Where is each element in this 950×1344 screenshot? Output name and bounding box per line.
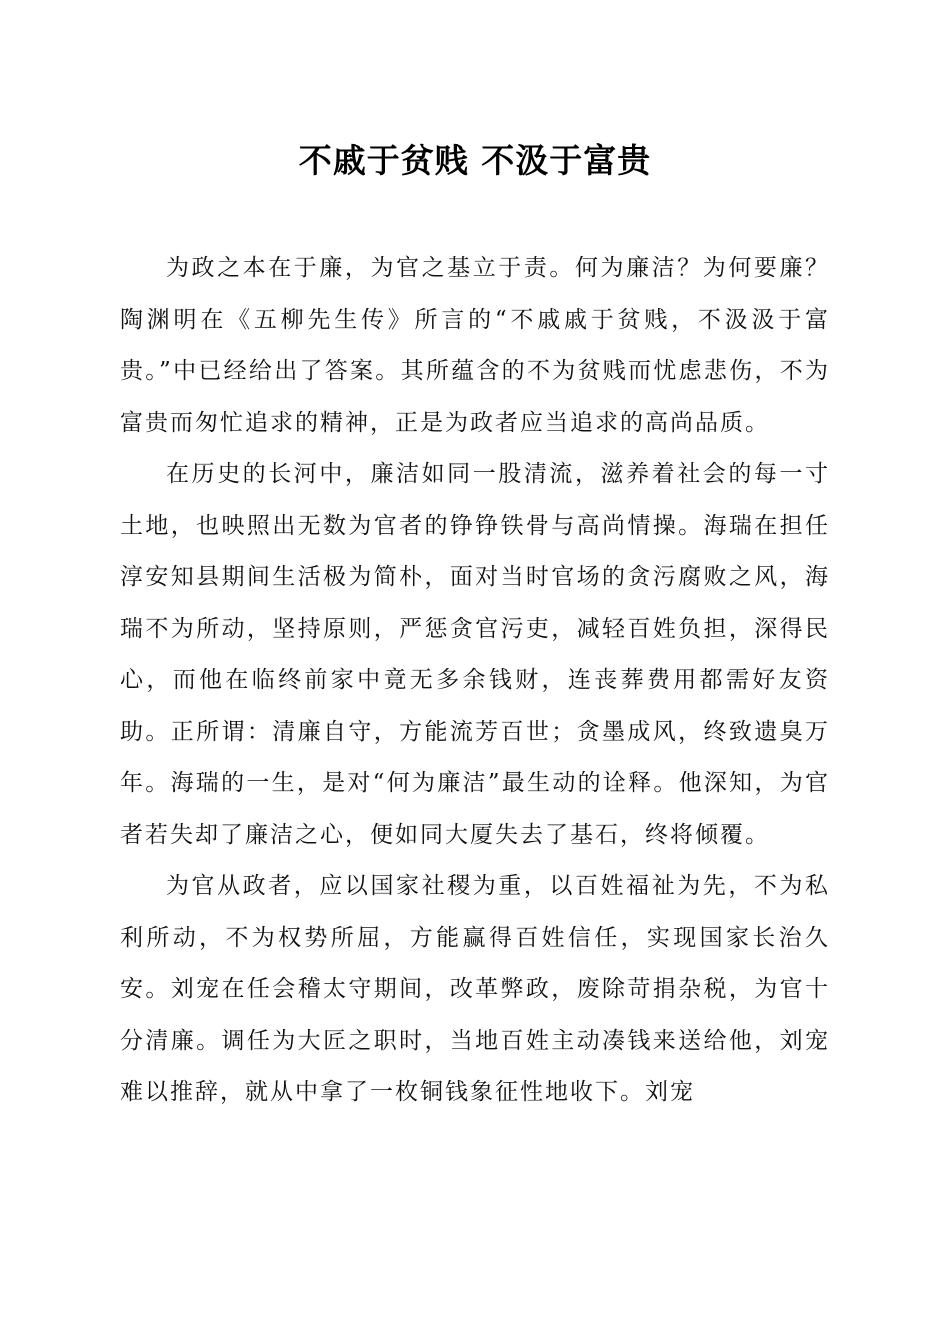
paragraph-2: 在历史的长河中，廉洁如同一股清流，滋养着社会的每一寸土地，也映照出无数为官者的铮铮铁骨与高尚情操。海瑞在担任淳安知县期间生活极为简朴，面对当时官场的贪污腐败之风，海瑞不为所动，坚持原则，严惩贪官污吏，减轻百姓负担，深得民心，而他在临终前家中竟无多余钱财，连丧葬费用都需好友资助。正所谓：清廉自守，方能流芳百世；贪墨成风，终致遗臭万年。海瑞的一生，是对“何为廉洁”最生动的诠释。他深知，为官者若失却了廉洁之心，便如同大厦失去了基石，终将倾覆。 [120,461,830,848]
paragraph-3: 为官从政者，应以国家社稷为重，以百姓福祉为先，不为私利所动，不为权势所屈，方能赢得百姓信任，实现国家长治久安。刘宠在任会稽太守期间，改革弊政，废除苛捐杂税，为官十分清廉。调任为大匠之职时，当地百姓主动凑钱来送给他，刘宠难以推辞，就从中拿了一枚铜钱象征性地收下。刘宠 [120,873,830,1105]
document-title: 不戚于贫贱 不汲于富贵 [298,141,652,180]
paragraph-1: 为政之本在于廉，为官之基立于责。何为廉洁？为何要廉？陶渊明在《五柳先生传》所言的“不戚戚于贫贱，不汲汲于富贵。”中已经给出了答案。其所蕴含的不为贫贱而忧虑悲伤，不为富贵而匆忙追求的精神，正是为政者应当追求的高尚品质。 [120,255,830,436]
document-body [120,243,830,1119]
